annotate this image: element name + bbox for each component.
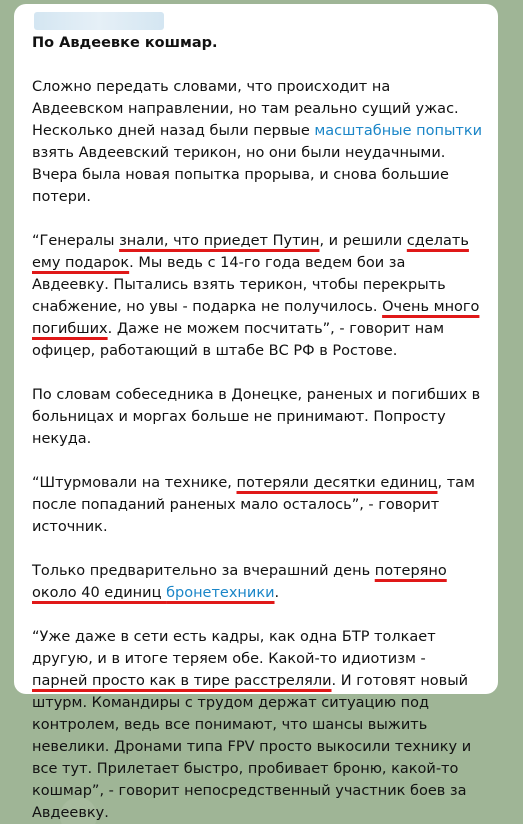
link-bronetekhniki[interactable]: бронетехники	[166, 585, 275, 601]
paragraph-3: По словам собеседника в Донецке, раненых и погибших в больницах и моргах больше не принимают. Попросту некуда.	[32, 387, 481, 447]
sender-name-blurred[interactable]	[34, 12, 164, 30]
underlined-phrase: потеряли десятки единиц	[236, 475, 438, 491]
paragraph-6: “Уже даже в сети есть кадры, как одна БТР толкает другую, и в итоге теряем обе. Какой-то идиотизм - парней просто как в тире расстреляли. И готовят новый штурм. Командиры с трудом держат ситуацию под контролем, ведь все понимают, что шансы выжить невелики. Дронами типа FPV просто выкосили технику и все тут. Прилетает быстро, пробивает броню, какой-то кошмар”, - говорит непосредственный участник боев за Авдеевку.	[32, 629, 472, 821]
underlined-phrase: Очень много погибших	[32, 299, 480, 337]
paragraph-5: Только предварительно за вчерашний день потеряно около 40 единиц бронетехники.	[32, 563, 447, 601]
paragraph-1: Сложно передать словами, что происходит на Авдеевском направлении, но там реально сущий ужас. Несколько дней назад были первые масштабные попытки взять Авдеевский терикон, но они были неудачными. Вчера была новая попытка прорыва, и снова большие потери.	[32, 79, 483, 205]
underlined-phrase: сделать ему подарок	[32, 233, 469, 271]
message-bubble	[14, 4, 498, 821]
underlined-phrase: парней просто как в тире расстреляли	[32, 673, 332, 689]
paragraph-4: “Штурмовали на технике, потеряли десятки единиц, там после попаданий раненых мало осталось”, - говорит источник.	[32, 475, 475, 535]
link-masshtabnye-popytki[interactable]: масштабные попытки	[314, 123, 483, 139]
paragraph-2: “Генералы знали, что приедет Путин, и решили сделать ему подарок. Мы ведь с 14-го года ведем бои за Авдеевку. Пытались взять терикон, чтобы перекрыть снабжение, но увы - подарка не получилось. Очень много погибших. Даже не можем посчитать”, - говорит нам офицер, работающий в штабе ВС РФ в Ростове.	[32, 233, 480, 359]
underlined-phrase: знали, что приедет Путин	[119, 233, 320, 249]
post-title: По Авдеевке кошмар.	[32, 35, 218, 51]
underlined-phrase: потеряно около 40 единиц бронетехники	[32, 563, 447, 601]
